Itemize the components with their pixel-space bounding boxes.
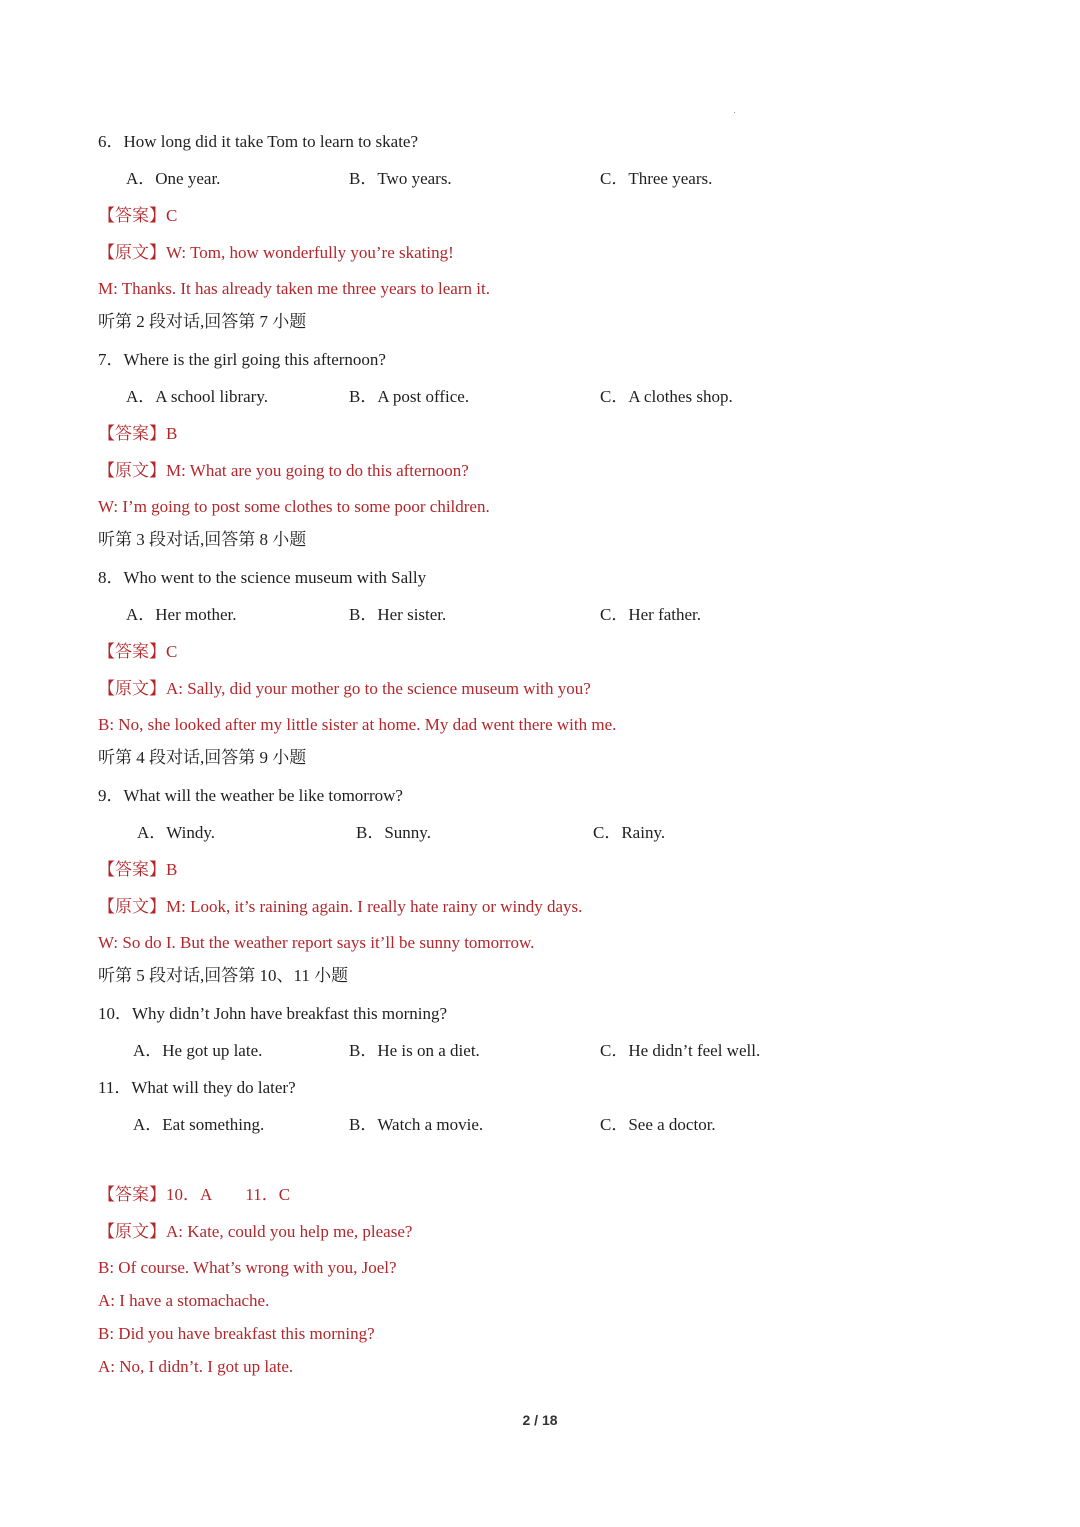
- q8-script-line-2: B: No, she looked after my little sister at home. My dad went there with me.: [98, 715, 617, 734]
- q9-option-a: A．Windy.: [137, 823, 216, 842]
- q10-11-script-line-3: A: I have a stomachache.: [98, 1291, 270, 1310]
- q6-option-a: A．One year.: [126, 169, 221, 188]
- q8-option-a: A．Her mother.: [126, 605, 237, 624]
- q6-answer: 【答案】C: [98, 206, 178, 225]
- scan-dot: [734, 112, 735, 113]
- q7-option-b: B．A post office.: [349, 387, 470, 406]
- question-10: 10．Why didn’t John have breakfast this morning?: [98, 1004, 448, 1023]
- q7-script-line-2: W: I’m going to post some clothes to some poor children.: [98, 497, 490, 516]
- page-number: 2 / 18: [522, 1412, 558, 1428]
- q6-option-b: B．Two years.: [349, 169, 452, 188]
- q11-option-c: C．See a doctor.: [600, 1115, 716, 1134]
- q10-11-script-line-4: B: Did you have breakfast this morning?: [98, 1324, 375, 1343]
- section-heading-2: 听第 2 段对话,回答第 7 小题: [98, 312, 307, 331]
- q6-option-c: C．Three years.: [600, 169, 713, 188]
- q11-option-a: A．Eat something.: [133, 1115, 265, 1134]
- question-11: 11．What will they do later?: [98, 1078, 296, 1097]
- q11-option-b: B．Watch a movie.: [349, 1115, 484, 1134]
- question-7: 7．Where is the girl going this afternoon?: [98, 350, 386, 369]
- section-heading-4: 听第 4 段对话,回答第 9 小题: [98, 748, 307, 767]
- question-8: 8．Who went to the science museum with Sally: [98, 568, 427, 587]
- q10-option-a: A．He got up late.: [133, 1041, 263, 1060]
- q9-option-b: B．Sunny.: [356, 823, 431, 842]
- q10-11-answer: 【答案】10．A 11．C: [98, 1185, 291, 1204]
- q10-option-c: C．He didn’t feel well.: [600, 1041, 761, 1060]
- q10-11-script-line-1: 【原文】A: Kate, could you help me, please?: [98, 1222, 413, 1241]
- section-heading-3: 听第 3 段对话,回答第 8 小题: [98, 530, 307, 549]
- question-6: 6．How long did it take Tom to learn to skate?: [98, 132, 419, 151]
- q8-answer: 【答案】C: [98, 642, 178, 661]
- q10-11-script-line-5: A: No, I didn’t. I got up late.: [98, 1357, 294, 1376]
- q9-option-c: C．Rainy.: [593, 823, 666, 842]
- q9-script-line-2: W: So do I. But the weather report says it’ll be sunny tomorrow.: [98, 933, 535, 952]
- q10-option-b: B．He is on a diet.: [349, 1041, 480, 1060]
- q6-script-line-2: M: Thanks. It has already taken me three years to learn it.: [98, 279, 490, 298]
- q9-script-line-1: 【原文】M: Look, it’s raining again. I really hate rainy or windy days.: [98, 897, 583, 916]
- q9-answer: 【答案】B: [98, 860, 178, 879]
- section-heading-5: 听第 5 段对话,回答第 10、11 小题: [98, 966, 349, 985]
- q7-answer: 【答案】B: [98, 424, 178, 443]
- q7-option-a: A．A school library.: [126, 387, 268, 406]
- q7-option-c: C．A clothes shop.: [600, 387, 733, 406]
- q7-script-line-1: 【原文】M: What are you going to do this afternoon?: [98, 461, 469, 480]
- q8-script-line-1: 【原文】A: Sally, did your mother go to the science museum with you?: [98, 679, 591, 698]
- q10-11-script-line-2: B: Of course. What’s wrong with you, Joel?: [98, 1258, 397, 1277]
- q8-option-b: B．Her sister.: [349, 605, 447, 624]
- q8-option-c: C．Her father.: [600, 605, 702, 624]
- question-9: 9．What will the weather be like tomorrow?: [98, 786, 403, 805]
- q6-script-line-1: 【原文】W: Tom, how wonderfully you’re skating!: [98, 243, 454, 262]
